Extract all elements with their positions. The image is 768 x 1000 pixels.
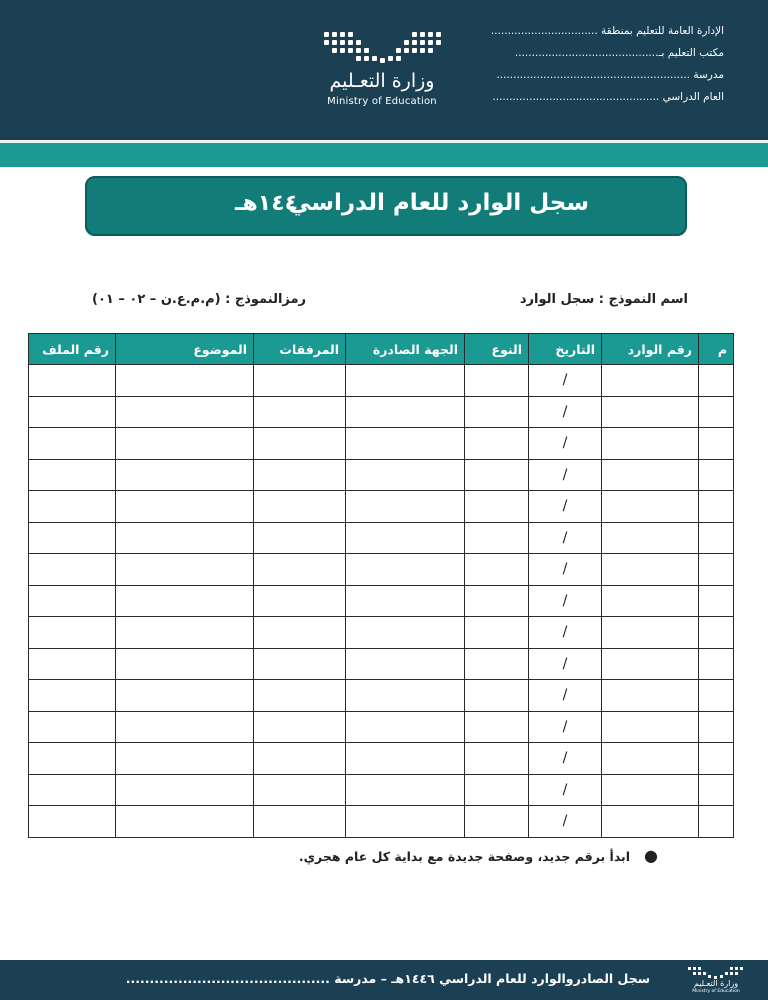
table-cell[interactable] xyxy=(465,365,529,397)
incoming-register-table xyxy=(28,333,734,838)
table-cell[interactable] xyxy=(346,491,465,523)
table-cell[interactable] xyxy=(699,617,734,649)
table-cell[interactable] xyxy=(116,711,254,743)
table-cell[interactable] xyxy=(29,428,116,460)
table-row xyxy=(29,459,734,491)
field-region: الإدارة العامة للتعليم بمنطقة ................................ xyxy=(490,25,724,37)
table-row xyxy=(29,396,734,428)
table-cell[interactable] xyxy=(29,648,116,680)
date-cell[interactable]: / xyxy=(529,491,602,523)
table-row xyxy=(29,743,734,775)
date-cell[interactable]: / xyxy=(529,522,602,554)
table-cell[interactable] xyxy=(699,806,734,838)
table-cell[interactable] xyxy=(465,522,529,554)
table-cell[interactable] xyxy=(465,491,529,523)
date-cell[interactable]: / xyxy=(529,396,602,428)
table-cell[interactable] xyxy=(29,806,116,838)
table-cell[interactable] xyxy=(29,522,116,554)
title-year: ١٤٤هـ xyxy=(235,191,299,216)
table-cell[interactable] xyxy=(116,491,254,523)
form-code: رمزالنموذج : (م.م.ع.ن – ٠٢ – ٠١) xyxy=(92,292,307,307)
table-cell[interactable] xyxy=(346,774,465,806)
table-cell[interactable] xyxy=(254,396,346,428)
table-cell[interactable] xyxy=(602,396,699,428)
table-cell[interactable] xyxy=(602,774,699,806)
footer-logo-arabic: وزارة التعـليم xyxy=(693,979,739,988)
logo-arabic-text: وزارة التعـليم xyxy=(329,70,435,92)
table-cell[interactable] xyxy=(602,648,699,680)
table-cell[interactable] xyxy=(29,774,116,806)
table-cell[interactable] xyxy=(346,617,465,649)
date-cell[interactable]: / xyxy=(529,711,602,743)
table-cell[interactable] xyxy=(254,680,346,712)
title-banner xyxy=(85,176,687,236)
table-cell[interactable] xyxy=(465,680,529,712)
table-cell[interactable] xyxy=(346,585,465,617)
table-cell[interactable] xyxy=(602,428,699,460)
table-cell[interactable] xyxy=(699,554,734,586)
table-cell[interactable] xyxy=(29,365,116,397)
table-cell[interactable] xyxy=(116,428,254,460)
table-cell[interactable] xyxy=(116,365,254,397)
table-cell[interactable] xyxy=(116,585,254,617)
form-name: اسم النموذج : سجل الوارد xyxy=(519,292,688,307)
table-cell[interactable] xyxy=(699,428,734,460)
table-cell[interactable] xyxy=(116,459,254,491)
date-cell[interactable]: / xyxy=(529,585,602,617)
table-row xyxy=(29,491,734,523)
table-row xyxy=(29,648,734,680)
table-cell[interactable] xyxy=(116,554,254,586)
date-cell[interactable]: / xyxy=(529,680,602,712)
table-cell[interactable] xyxy=(465,459,529,491)
table-row xyxy=(29,617,734,649)
page-title: سجل الوارد للعام الدراسي xyxy=(288,190,589,216)
table-cell[interactable] xyxy=(116,774,254,806)
table-cell[interactable] xyxy=(602,806,699,838)
col-header-issuer: الجهة الصادرة xyxy=(346,334,465,365)
table-cell[interactable] xyxy=(465,743,529,775)
field-school: مدرسة .......................................................... xyxy=(496,69,724,81)
col-header-attachments: المرفقات xyxy=(254,334,346,365)
table-cell[interactable] xyxy=(602,554,699,586)
table-cell[interactable] xyxy=(254,711,346,743)
table-cell[interactable] xyxy=(116,743,254,775)
table-cell[interactable] xyxy=(465,585,529,617)
col-header-number: م xyxy=(699,334,734,365)
table-cell[interactable] xyxy=(116,806,254,838)
table-cell[interactable] xyxy=(465,806,529,838)
bullet-icon: ● xyxy=(644,846,658,865)
table-cell[interactable] xyxy=(699,459,734,491)
date-cell[interactable]: / xyxy=(529,459,602,491)
table-header-row xyxy=(29,334,734,365)
teal-band xyxy=(0,143,768,167)
table-cell[interactable] xyxy=(346,428,465,460)
header-fields xyxy=(484,20,724,108)
col-header-subject: الموضوع xyxy=(116,334,254,365)
col-header-file-no: رقم الملف xyxy=(29,334,116,365)
table-cell[interactable] xyxy=(602,522,699,554)
table-cell[interactable] xyxy=(254,585,346,617)
table-cell[interactable] xyxy=(346,680,465,712)
instruction-note xyxy=(299,846,658,865)
date-cell[interactable]: / xyxy=(529,648,602,680)
table-cell[interactable] xyxy=(699,396,734,428)
table-cell[interactable] xyxy=(29,711,116,743)
table-cell[interactable] xyxy=(29,585,116,617)
field-office: مكتب التعليم بـ........................................... xyxy=(514,47,724,59)
table-cell[interactable] xyxy=(346,365,465,397)
table-cell[interactable] xyxy=(254,554,346,586)
table-cell[interactable] xyxy=(29,491,116,523)
table-cell[interactable] xyxy=(465,396,529,428)
table-cell[interactable] xyxy=(346,743,465,775)
table-cell[interactable] xyxy=(346,396,465,428)
table-cell[interactable] xyxy=(116,396,254,428)
table-cell[interactable] xyxy=(29,459,116,491)
table-cell[interactable] xyxy=(254,648,346,680)
table-cell[interactable] xyxy=(465,428,529,460)
table-cell[interactable] xyxy=(602,365,699,397)
note-text: ابدأ برقم جديد، وصفحة جديدة مع بداية كل عام هجري. xyxy=(298,849,631,864)
footer-logo-english: Ministry of Education xyxy=(692,989,740,994)
table-row xyxy=(29,365,734,397)
table-cell[interactable] xyxy=(254,522,346,554)
table-cell[interactable] xyxy=(602,711,699,743)
table-cell[interactable] xyxy=(254,365,346,397)
date-cell[interactable]: / xyxy=(529,743,602,775)
logo-english-text: Ministry of Education xyxy=(327,96,437,107)
table-cell[interactable] xyxy=(346,648,465,680)
footer-text: سجل الصادروالوارد للعام الدراسي ١٤٤٦هـ – مدرسة ........................................... xyxy=(125,971,650,986)
table-cell[interactable] xyxy=(29,617,116,649)
table-row xyxy=(29,522,734,554)
table-cell[interactable] xyxy=(116,648,254,680)
table-cell[interactable] xyxy=(465,554,529,586)
field-year: العام الدراسي .................................................. xyxy=(492,91,724,103)
table-cell[interactable] xyxy=(699,491,734,523)
table-cell[interactable] xyxy=(254,774,346,806)
col-header-type: النوع xyxy=(465,334,529,365)
table-cell[interactable] xyxy=(254,743,346,775)
table-cell[interactable] xyxy=(254,428,346,460)
date-cell[interactable]: / xyxy=(529,617,602,649)
table-cell[interactable] xyxy=(602,680,699,712)
date-cell[interactable]: / xyxy=(529,806,602,838)
table-cell[interactable] xyxy=(602,617,699,649)
table-cell[interactable] xyxy=(699,711,734,743)
table-cell[interactable] xyxy=(699,743,734,775)
ministry-dots-icon xyxy=(324,28,442,68)
table-cell[interactable] xyxy=(254,459,346,491)
table-row xyxy=(29,585,734,617)
col-header-date: التاريخ xyxy=(529,334,602,365)
table-cell[interactable] xyxy=(346,522,465,554)
col-header-incoming-no: رقم الوارد xyxy=(602,334,699,365)
table-cell[interactable] xyxy=(699,365,734,397)
table-cell[interactable] xyxy=(699,774,734,806)
table-cell[interactable] xyxy=(699,648,734,680)
table-cell[interactable] xyxy=(254,806,346,838)
table-cell[interactable] xyxy=(602,491,699,523)
table-cell[interactable] xyxy=(699,585,734,617)
table-cell[interactable] xyxy=(254,491,346,523)
table-row xyxy=(29,680,734,712)
table-cell[interactable] xyxy=(465,648,529,680)
table-cell[interactable] xyxy=(465,617,529,649)
table-cell[interactable] xyxy=(699,522,734,554)
table-cell[interactable] xyxy=(346,554,465,586)
table-row xyxy=(29,806,734,838)
date-cell[interactable]: / xyxy=(529,554,602,586)
date-cell[interactable]: / xyxy=(529,774,602,806)
table-cell[interactable] xyxy=(116,617,254,649)
table-row xyxy=(29,428,734,460)
header-bar xyxy=(0,0,768,140)
table-row xyxy=(29,554,734,586)
table-row xyxy=(29,711,734,743)
table-cell[interactable] xyxy=(29,554,116,586)
table-cell[interactable] xyxy=(465,774,529,806)
footer-dots-icon xyxy=(686,965,746,979)
table-cell[interactable] xyxy=(29,680,116,712)
date-cell[interactable]: / xyxy=(529,365,602,397)
footer-bar xyxy=(0,960,768,1000)
table-cell[interactable] xyxy=(29,743,116,775)
table-cell[interactable] xyxy=(29,396,116,428)
ministry-logo xyxy=(318,28,448,112)
footer-logo xyxy=(686,964,746,996)
table-cell[interactable] xyxy=(602,459,699,491)
table-cell[interactable] xyxy=(602,585,699,617)
table-cell[interactable] xyxy=(116,522,254,554)
table-cell[interactable] xyxy=(346,459,465,491)
table-cell[interactable] xyxy=(254,617,346,649)
table-cell[interactable] xyxy=(465,711,529,743)
table-cell[interactable] xyxy=(602,743,699,775)
table-cell[interactable] xyxy=(346,711,465,743)
table-cell[interactable] xyxy=(116,680,254,712)
table-cell[interactable] xyxy=(699,680,734,712)
table-row xyxy=(29,774,734,806)
table-cell[interactable] xyxy=(346,806,465,838)
date-cell[interactable]: / xyxy=(529,428,602,460)
